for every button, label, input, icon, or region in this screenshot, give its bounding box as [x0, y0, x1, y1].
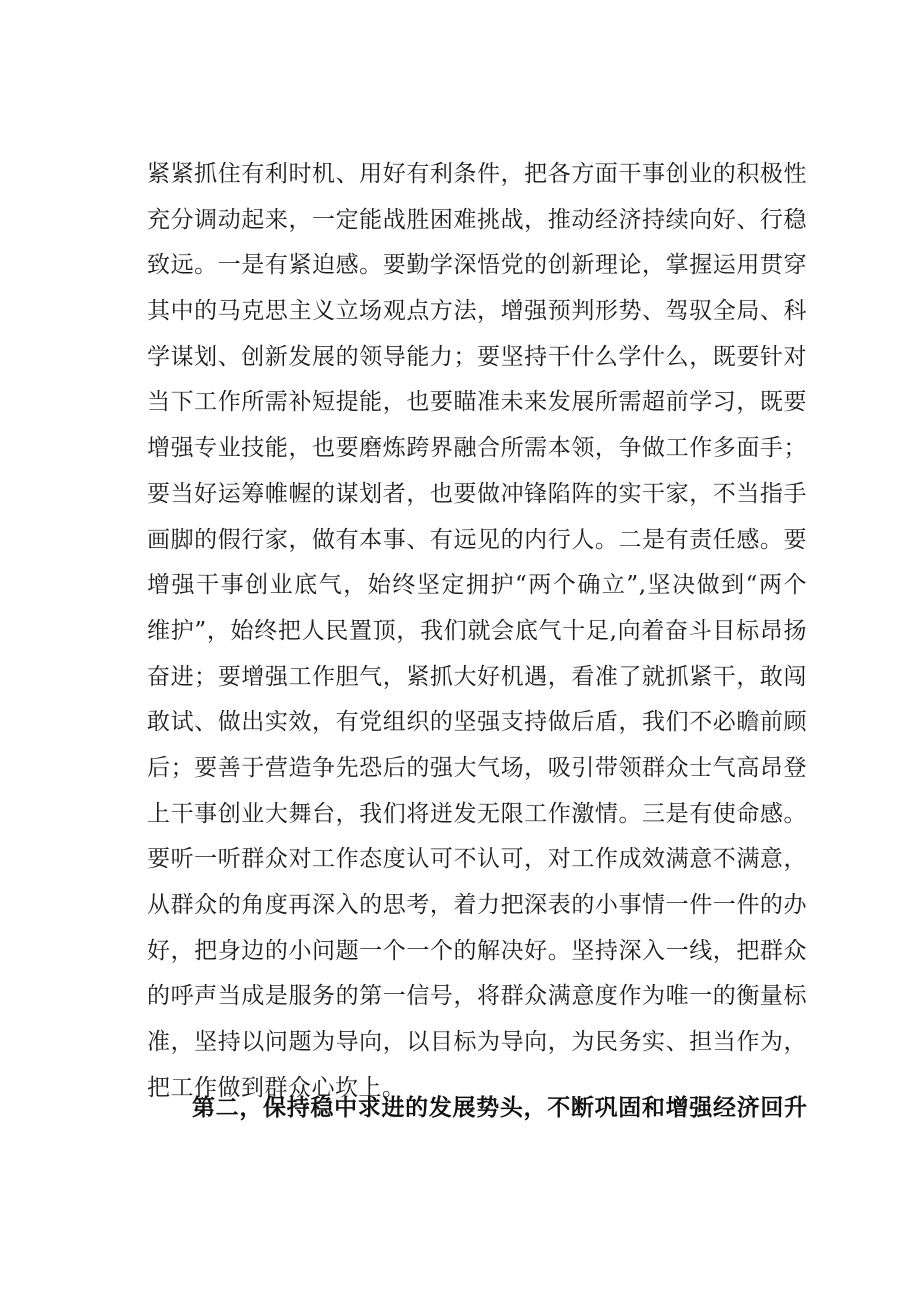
text-line: 后；要善于营造争先恐后的强大气场，吸引带领群众士气高昂登 [147, 754, 807, 781]
text-line: 致远。一是有紧迫感。要勤学深悟党的创新理论，掌握运用贯穿 [147, 252, 807, 279]
text-line: 上干事创业大舞台，我们将迸发无限工作激情。三是有使命感。 [147, 800, 807, 827]
text-line: 的呼声当成是服务的第一信号，将群众满意度作为唯一的衡量标 [147, 983, 807, 1010]
text-line: 从群众的角度再深入的思考，着力把深表的小事情一件一件的办 [147, 892, 807, 918]
text-line: 画脚的假行家，做有本事、有远见的内行人。二是有责任感。要 [147, 526, 807, 553]
section-heading: 第二，保持稳中求进的发展势头，不断巩固和增强经济回升 [192, 1095, 807, 1121]
text-line: 当下工作所需补短提能，也要瞄准未来发展所需超前学习，既要 [147, 389, 807, 416]
text-line: 增强干事创业底气，始终坚定拥护“两个确立”,坚决做到“两个 [147, 572, 807, 599]
text-line: 敢试、做出实效，有党组织的坚强支持做后盾，我们不必瞻前顾 [147, 709, 807, 736]
text-line: 好，把身边的小问题一个一个的解决好。坚持深入一线，把群众 [147, 937, 807, 964]
text-line: 把工作做到群众心坎上。 [147, 1074, 406, 1101]
body-paragraph [147, 152, 807, 1111]
text-line: 维护”，始终把人民置顶，我们就会底气十足,向着奋斗目标昂扬 [147, 617, 807, 644]
text-line: 增强专业技能，也要磨炼跨界融合所需本领，争做工作多面手； [147, 435, 807, 462]
text-line: 紧紧抓住有利时机、用好有利条件，把各方面干事创业的积极性 [147, 161, 807, 187]
text-line: 准，坚持以问题为导向，以目标为导向，为民务实、担当作为， [147, 1029, 807, 1056]
text-line: 奋进；要增强工作胆气，紧抓大好机遇，看准了就抓紧干，敢闯 [147, 663, 807, 690]
text-line: 其中的马克思主义立场观点方法，增强预判形势、驾驭全局、科 [147, 298, 807, 325]
text-line: 学谋划、创新发展的领导能力；要坚持干什么学什么，既要针对 [147, 343, 807, 370]
text-line: 充分调动起来，一定能战胜困难挑战，推动经济持续向好、行稳 [147, 206, 807, 233]
text-line: 要听一听群众对工作态度认可不认可，对工作成效满意不满意， [147, 846, 807, 873]
text-line: 要当好运筹帷幄的谋划者，也要做冲锋陷阵的实干家，不当指手 [147, 480, 807, 507]
